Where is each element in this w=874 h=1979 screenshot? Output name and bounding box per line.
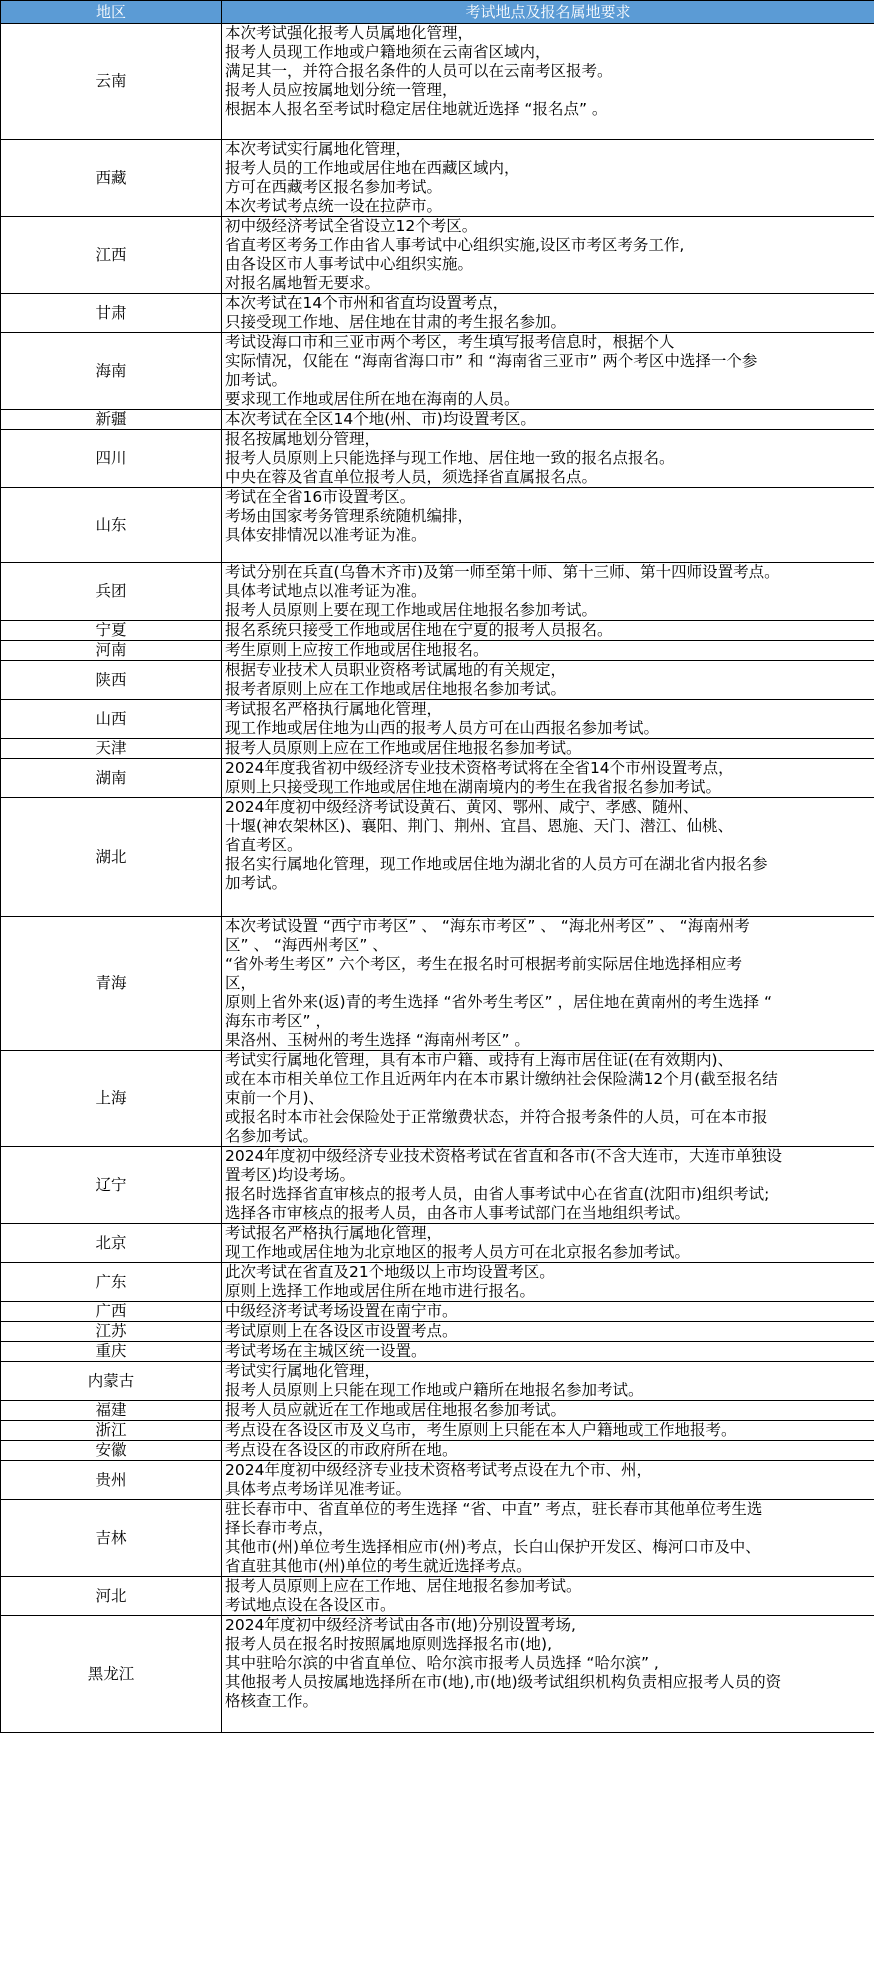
table-row	[1, 1500, 874, 1577]
requirement-cell	[222, 1302, 874, 1322]
requirement-line: 名参加考试。	[225, 1127, 319, 1145]
region-cell: 辽宁	[1, 1147, 222, 1224]
requirement-line: 报考人员在报名时按照属地原则选择报名市(地),	[225, 1635, 553, 1653]
region-cell: 山西	[1, 700, 222, 739]
requirement-line: 报名按属地划分管理，	[225, 430, 381, 448]
table-body	[1, 24, 874, 1733]
requirement-line: 置考区)均设考场。	[225, 1166, 356, 1184]
requirement-line: 根据专业技术人员职业资格考试属地的有关规定，	[225, 661, 567, 679]
requirement-line: 本次考试设置 “西宁市考区” 、 “海东市考区” 、 “海北州考区” 、 “海南州考	[225, 917, 750, 935]
region-cell: 云南	[1, 24, 222, 140]
requirement-line: 要求现工作地或居住所在地在海南的人员。	[225, 390, 520, 408]
table-row	[1, 700, 874, 739]
requirement-line: 考试考场在主城区统一设置。	[225, 1342, 427, 1360]
region-cell: 湖北	[1, 798, 222, 917]
region-cell: 河南	[1, 641, 222, 661]
region-cell: 福建	[1, 1401, 222, 1421]
header-requirement: 考试地点及报名属地要求	[222, 1, 874, 24]
requirement-line: 报考人员应就近在工作地或居住地报名参加考试。	[225, 1401, 567, 1419]
requirement-line: 现工作地或居住地为北京地区的报考人员方可在北京报名参加考试。	[225, 1243, 691, 1261]
table-row	[1, 294, 874, 333]
requirement-line: 报考人员现工作地或户籍地须在云南省区域内，	[225, 43, 551, 61]
requirement-cell	[222, 140, 874, 217]
region-cell: 广东	[1, 1263, 222, 1302]
table-row	[1, 739, 874, 759]
requirement-line: 2024年度初中级经济考试设黄石、黄冈、鄂州、咸宁、孝感、随州、	[225, 798, 699, 816]
requirement-line: 考试实行属地化管理，具有本市户籍、或持有上海市居住证(在有效期内)、	[225, 1051, 734, 1069]
table-row	[1, 430, 874, 488]
requirement-line: 报考人员应按属地划分统一管理，	[225, 81, 458, 99]
region-cell: 广西	[1, 1302, 222, 1322]
requirement-line: 考试地点设在各设区市。	[225, 1596, 396, 1614]
requirement-line: 报考人员原则上应在工作地、居住地报名参加考试。	[225, 1577, 582, 1595]
requirement-line: 考试报名严格执行属地化管理，	[225, 700, 443, 718]
requirement-line: 实际情况，仅能在 “海南省海口市” 和 “海南省三亚市” 两个考区中选择一个参	[225, 352, 758, 370]
table-row	[1, 1362, 874, 1401]
table-row	[1, 917, 874, 1051]
requirement-line: 本次考试在14个市州和省直均设置考点，	[225, 294, 509, 312]
table-row	[1, 217, 874, 294]
requirement-line: 满足其一，并符合报名条件的人员可以在云南考区报考。	[225, 62, 613, 80]
table-row	[1, 1322, 874, 1342]
requirement-line: 2024年度初中级经济专业技术资格考试考点设在九个市、州，	[225, 1461, 652, 1479]
requirement-line: 具体考点考场详见准考证。	[225, 1480, 412, 1498]
requirement-line: 海东市考区” ，	[225, 1012, 331, 1030]
requirement-line: 中级经济考试考场设置在南宁市。	[225, 1302, 458, 1320]
requirement-line: 本次考试强化报考人员属地化管理，	[225, 24, 474, 42]
requirement-line: 报考人员原则上要在现工作地或居住地报名参加考试。	[225, 601, 598, 619]
requirement-line: 现工作地或居住地为山西的报考人员方可在山西报名参加考试。	[225, 719, 660, 737]
table-row	[1, 1263, 874, 1302]
requirement-line: 报名实行属地化管理，现工作地或居住地为湖北省的人员方可在湖北省内报名参	[225, 855, 768, 873]
requirement-line: 考点设在各设区的市政府所在地。	[225, 1441, 458, 1459]
requirement-line: “省外考生考区” 六个考区，考生在报名时可根据考前实际居住地选择相应考	[225, 955, 742, 973]
header-region: 地区	[1, 1, 222, 24]
table-row	[1, 1302, 874, 1322]
requirement-line: 考试报名严格执行属地化管理，	[225, 1224, 443, 1242]
table-row	[1, 1461, 874, 1500]
requirement-line: 加考试。	[225, 874, 288, 892]
requirement-line: 报考人员原则上只能选择与现工作地、居住地一致的报名点报名。	[225, 449, 675, 467]
requirement-cell	[222, 1441, 874, 1461]
requirement-line: 选择各市审核点的报考人员，由各市人事考试部门在当地组织考试。	[225, 1204, 691, 1222]
requirement-line: 驻长春市中、省直单位的考生选择 “省、中直” 考点，驻长春市其他单位考生选	[225, 1500, 763, 1518]
requirement-line: 考场由国家考务管理系统随机编排，	[225, 507, 474, 525]
requirement-line: 省直考区考务工作由省人事考试中心组织实施,设区市考区考务工作,	[225, 236, 685, 254]
requirement-line: 其他市(州)单位考生选择相应市(州)考点，长白山保护开发区、梅河口市及中、	[225, 1538, 761, 1556]
table-row	[1, 1147, 874, 1224]
table-row	[1, 621, 874, 641]
region-cell: 贵州	[1, 1461, 222, 1500]
requirement-line: 本次考试实行属地化管理，	[225, 140, 412, 158]
requirement-line: 具体考试地点以准考证为准。	[225, 582, 427, 600]
requirement-cell	[222, 1224, 874, 1263]
region-cell: 内蒙古	[1, 1362, 222, 1401]
requirement-cell	[222, 641, 874, 661]
requirement-line: 或报名时本市社会保险处于正常缴费状态，并符合报考条件的人员，可在本市报	[225, 1108, 768, 1126]
requirement-line: 此次考试在省直及21个地级以上市均设置考区。	[225, 1263, 555, 1281]
requirement-line: 考生原则上应按工作地或居住地报名。	[225, 641, 489, 659]
requirement-line: 报名时选择省直审核点的报考人员，由省人事考试中心在省直(沈阳市)组织考试;	[225, 1185, 770, 1203]
table-row	[1, 563, 874, 621]
requirement-line: 择长春市考点，	[225, 1519, 334, 1537]
requirement-line: 具体安排情况以准考证为准。	[225, 526, 427, 544]
requirement-line: 考试设海口市和三亚市两个考区，考生填写报考信息时，根据个人	[225, 333, 675, 351]
region-cell: 天津	[1, 739, 222, 759]
requirement-cell	[222, 488, 874, 563]
table-row	[1, 798, 874, 917]
requirement-line: 加考试。	[225, 371, 288, 389]
requirement-line: 初中级经济考试全省设立12个考区。	[225, 217, 478, 235]
requirement-line: 考点设在各设区市及义乌市，考生原则上只能在本人户籍地或工作地报考。	[225, 1421, 737, 1439]
requirement-line: 方可在西藏考区报名参加考试。	[225, 178, 443, 196]
requirement-line: 十堰(神农架林区)、襄阳、荆门、荆州、宜昌、恩施、天门、潜江、仙桃、	[225, 817, 734, 835]
requirement-line: 只接受现工作地、居住地在甘肃的考生报名参加。	[225, 313, 567, 331]
table-row	[1, 488, 874, 563]
requirement-line: 区” 、 “海西州考区” 、	[225, 936, 388, 954]
requirement-cell	[222, 563, 874, 621]
requirement-line: 区，	[225, 974, 257, 992]
requirement-line: 束前一个月)、	[225, 1089, 325, 1107]
requirement-cell	[222, 1051, 874, 1147]
header-row	[1, 1, 874, 24]
requirement-line: 对报名属地暂无要求。	[225, 274, 381, 292]
requirement-cell	[222, 1577, 874, 1616]
region-cell: 吉林	[1, 1500, 222, 1577]
requirement-cell	[222, 1616, 874, 1733]
requirement-line: 原则上选择工作地或居住所在地市进行报名。	[225, 1282, 536, 1300]
requirement-line: 报考人员原则上应在工作地或居住地报名参加考试。	[225, 739, 582, 757]
table-row	[1, 1401, 874, 1421]
requirement-cell	[222, 1362, 874, 1401]
region-cell: 重庆	[1, 1342, 222, 1362]
region-cell: 上海	[1, 1051, 222, 1147]
table-row	[1, 24, 874, 140]
table-row	[1, 1342, 874, 1362]
table-row	[1, 1224, 874, 1263]
requirement-cell	[222, 1147, 874, 1224]
requirement-cell	[222, 430, 874, 488]
requirement-line: 省直考区。	[225, 836, 303, 854]
requirement-line: 中央在蓉及省直单位报考人员，须选择省直属报名点。	[225, 468, 598, 486]
requirement-line: 省直驻其他市(州)单位的考生就近选择考点。	[225, 1557, 532, 1575]
region-cell: 河北	[1, 1577, 222, 1616]
region-cell: 海南	[1, 333, 222, 410]
requirement-line: 其他报考人员按属地选择所在市(地),市(地)级考试组织机构负责相应报考人员的资	[225, 1673, 782, 1691]
requirement-cell	[222, 1461, 874, 1500]
requirement-cell	[222, 1421, 874, 1441]
table-row	[1, 1616, 874, 1733]
region-cell: 西藏	[1, 140, 222, 217]
requirement-line: 2024年度初中级经济考试由各市(地)分别设置考场,	[225, 1616, 576, 1634]
requirement-line: 报名系统只接受工作地或居住地在宁夏的报考人员报名。	[225, 621, 613, 639]
requirement-line: 原则上只接受现工作地或居住地在湖南境内的考生在我省报名参加考试。	[225, 778, 722, 796]
requirement-line: 2024年度初中级经济专业技术资格考试在省直和各市(不含大连市，大连市单独设	[225, 1147, 782, 1165]
requirement-line: 报考者原则上应在工作地或居住地报名参加考试。	[225, 680, 567, 698]
requirement-cell	[222, 333, 874, 410]
table-row	[1, 759, 874, 798]
requirement-line: 原则上省外来(返)青的考生选择 “省外考生考区” ，居住地在黄南州的考生选择 “	[225, 993, 772, 1011]
region-cell: 安徽	[1, 1441, 222, 1461]
requirement-cell	[222, 1263, 874, 1302]
region-cell: 四川	[1, 430, 222, 488]
requirement-line: 报考人员原则上只能在现工作地或户籍所在地报名参加考试。	[225, 1381, 644, 1399]
table-row	[1, 1441, 874, 1461]
table-row	[1, 410, 874, 430]
requirement-cell	[222, 739, 874, 759]
requirement-cell	[222, 294, 874, 333]
region-cell: 甘肃	[1, 294, 222, 333]
table-row	[1, 1421, 874, 1441]
requirement-line: 考试在全省16市设置考区。	[225, 488, 416, 506]
requirement-cell	[222, 410, 874, 430]
region-cell: 新疆	[1, 410, 222, 430]
region-cell: 山东	[1, 488, 222, 563]
requirement-line: 其中驻哈尔滨的中省直单位、哈尔滨市报考人员选择 “哈尔滨” ,	[225, 1654, 659, 1672]
requirement-cell	[222, 1500, 874, 1577]
requirement-line: 考试实行属地化管理，	[225, 1362, 381, 1380]
requirement-line: 果洛州、玉树州的考生选择 “海南州考区” 。	[225, 1031, 530, 1049]
requirement-cell	[222, 1342, 874, 1362]
requirement-line: 由各设区市人事考试中心组织实施。	[225, 255, 474, 273]
requirement-cell	[222, 759, 874, 798]
requirement-line: 报考人员的工作地或居住地在西藏区域内，	[225, 159, 520, 177]
requirement-line: 格核查工作。	[225, 1692, 319, 1710]
requirement-cell	[222, 621, 874, 641]
table-row	[1, 641, 874, 661]
region-cell: 兵团	[1, 563, 222, 621]
table-row	[1, 140, 874, 217]
requirement-cell	[222, 661, 874, 700]
requirement-line: 本次考试在全区14个地(州、市)均设置考区。	[225, 410, 536, 428]
requirement-cell	[222, 700, 874, 739]
requirement-cell	[222, 917, 874, 1051]
region-cell: 江苏	[1, 1322, 222, 1342]
region-cell: 黑龙江	[1, 1616, 222, 1733]
requirement-line: 考试原则上在各设区市设置考点。	[225, 1322, 458, 1340]
region-cell: 陕西	[1, 661, 222, 700]
requirement-line: 根据本人报名至考试时稳定居住地就近选择 “报名点” 。	[225, 100, 608, 118]
region-cell: 江西	[1, 217, 222, 294]
requirement-cell	[222, 24, 874, 140]
requirement-cell	[222, 217, 874, 294]
table-row	[1, 333, 874, 410]
requirement-line: 或在本市相关单位工作且近两年内在本市累计缴纳社会保险满12个月(截至报名结	[225, 1070, 778, 1088]
requirement-line: 2024年度我省初中级经济专业技术资格考试将在全省14个市州设置考点，	[225, 759, 734, 777]
requirement-line: 考试分别在兵直(乌鲁木齐市)及第一师至第十师、第十三师、第十四师设置考点。	[225, 563, 780, 581]
table-row	[1, 1577, 874, 1616]
table-row	[1, 1051, 874, 1147]
requirement-cell	[222, 1322, 874, 1342]
region-cell: 浙江	[1, 1421, 222, 1441]
requirement-cell	[222, 1401, 874, 1421]
requirement-line: 本次考试考点统一设在拉萨市。	[225, 197, 443, 215]
region-cell: 北京	[1, 1224, 222, 1263]
region-cell: 湖南	[1, 759, 222, 798]
region-cell: 宁夏	[1, 621, 222, 641]
requirement-cell	[222, 798, 874, 917]
table-row	[1, 661, 874, 700]
region-cell: 青海	[1, 917, 222, 1051]
